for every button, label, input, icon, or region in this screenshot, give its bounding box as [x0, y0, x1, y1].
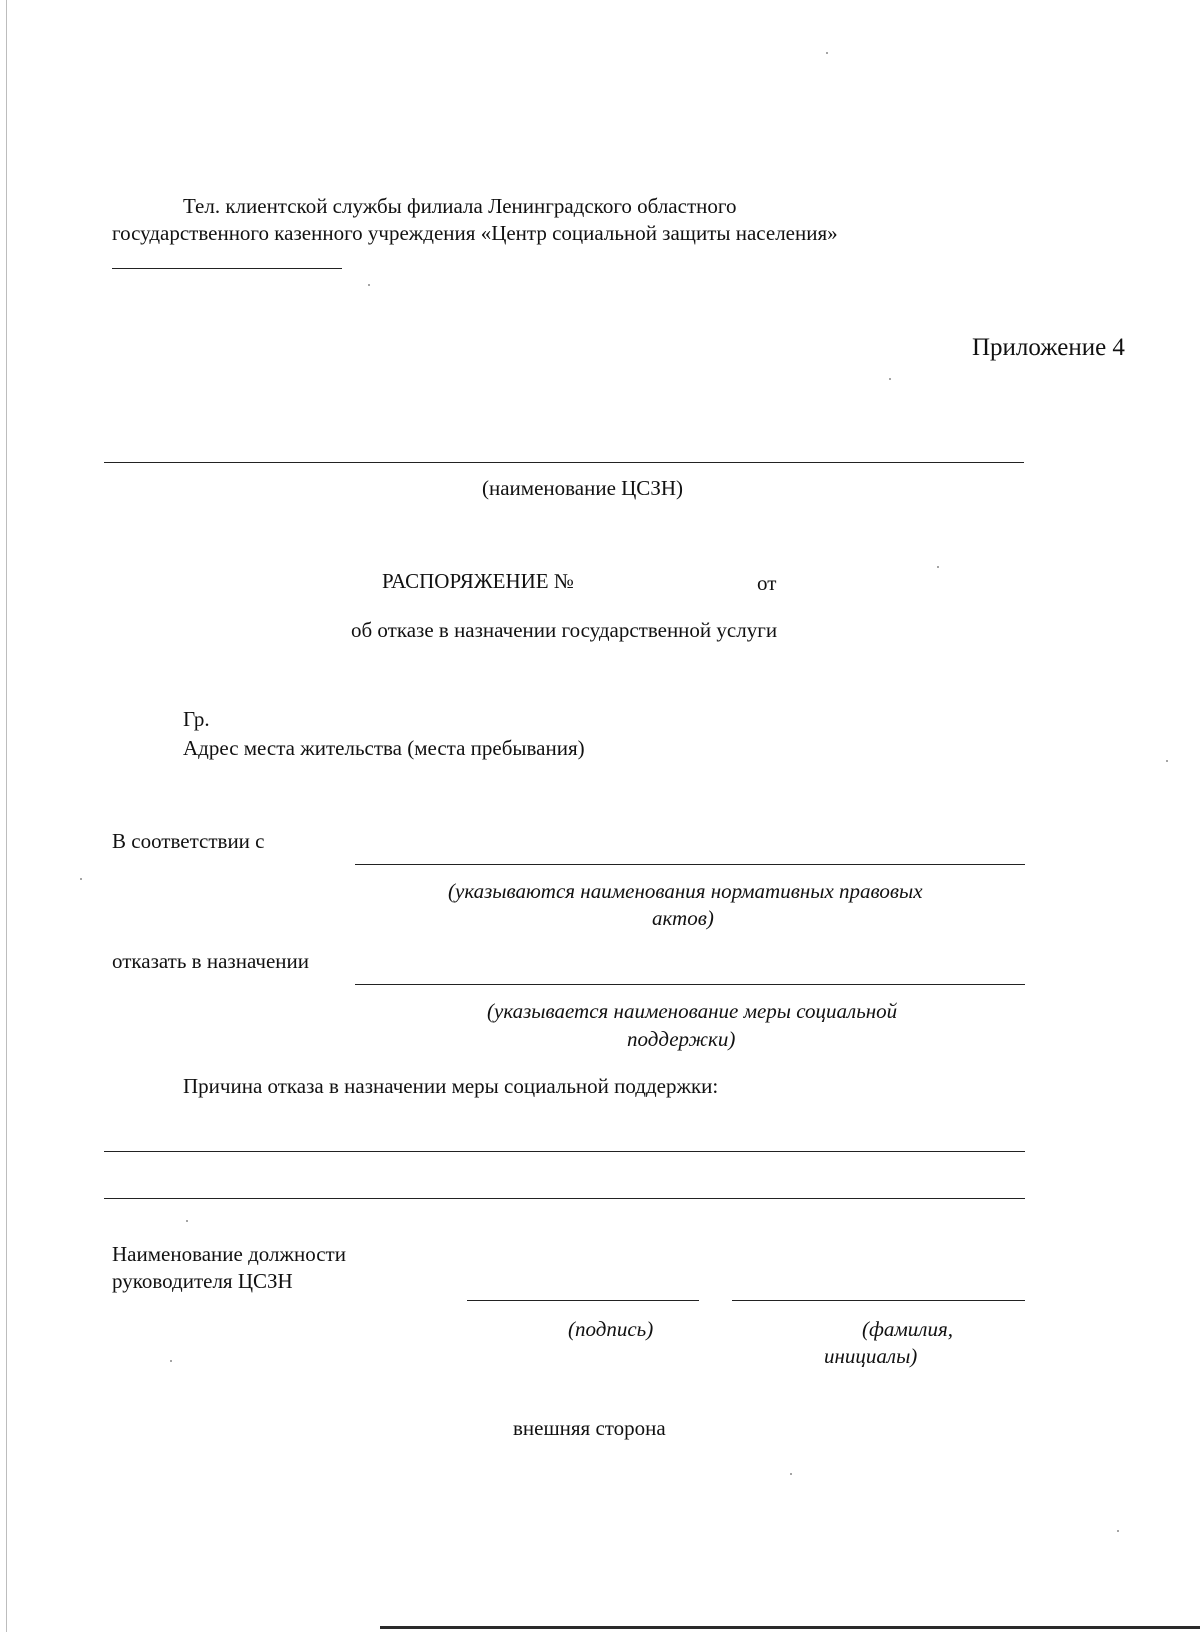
phone-number-blank — [112, 268, 342, 269]
scan-edge-bottom — [380, 1626, 1200, 1629]
reason-blank-2 — [104, 1198, 1025, 1199]
name-caption-line-2: инициалы) — [824, 1344, 918, 1368]
scan-speck — [937, 566, 939, 568]
order-date-prefix: от — [757, 571, 777, 595]
basis-hint-line-1: (указываются наименования нормативных правовых — [448, 879, 923, 903]
refuse-blank — [355, 984, 1025, 985]
scan-speck — [790, 1473, 792, 1475]
appendix-label: Приложение 4 — [972, 334, 1125, 361]
name-blank — [732, 1300, 1025, 1301]
order-title: РАСПОРЯЖЕНИЕ № — [382, 569, 574, 593]
address-label: Адрес места жительства (места пребывания) — [183, 736, 585, 760]
refuse-hint-line-1: (указывается наименование меры социальной — [487, 999, 898, 1023]
position-line-2: руководителя ЦСЗН — [112, 1269, 293, 1293]
position-line-1: Наименование должности — [112, 1242, 346, 1266]
refuse-label: отказать в назначении — [112, 949, 310, 973]
phone-line-2: государственного казенного учреждения «Центр социальной защиты населения» — [112, 221, 838, 245]
scan-speck — [80, 878, 82, 880]
scan-speck — [368, 284, 370, 286]
footer-note: внешняя сторона — [513, 1416, 666, 1440]
scan-speck — [170, 1360, 172, 1362]
org-caption: (наименование ЦСЗН) — [482, 476, 683, 500]
scan-speck — [1117, 1530, 1119, 1532]
signature-blank — [467, 1300, 699, 1301]
scan-speck — [1166, 760, 1168, 762]
reason-label: Причина отказа в назначении меры социальной поддержки: — [183, 1074, 719, 1098]
scan-speck — [889, 378, 891, 380]
reason-blank-1 — [104, 1151, 1025, 1152]
refuse-hint-line-2: поддержки) — [627, 1027, 736, 1051]
basis-blank — [355, 864, 1025, 865]
scan-speck — [186, 1220, 188, 1222]
citizen-label: Гр. — [183, 707, 210, 731]
sign-caption: (подпись) — [568, 1317, 654, 1341]
scan-edge-left — [6, 0, 7, 1632]
basis-label: В соответствии с — [112, 829, 265, 853]
org-name-blank — [104, 462, 1024, 463]
basis-hint-line-2: актов) — [652, 906, 714, 930]
order-subtitle: об отказе в назначении государственной услуги — [351, 618, 778, 642]
scan-speck — [826, 52, 828, 54]
phone-line-1: Тел. клиентской службы филиала Ленинградского областного — [183, 194, 737, 218]
name-caption-line-1: (фамилия, — [862, 1317, 953, 1341]
